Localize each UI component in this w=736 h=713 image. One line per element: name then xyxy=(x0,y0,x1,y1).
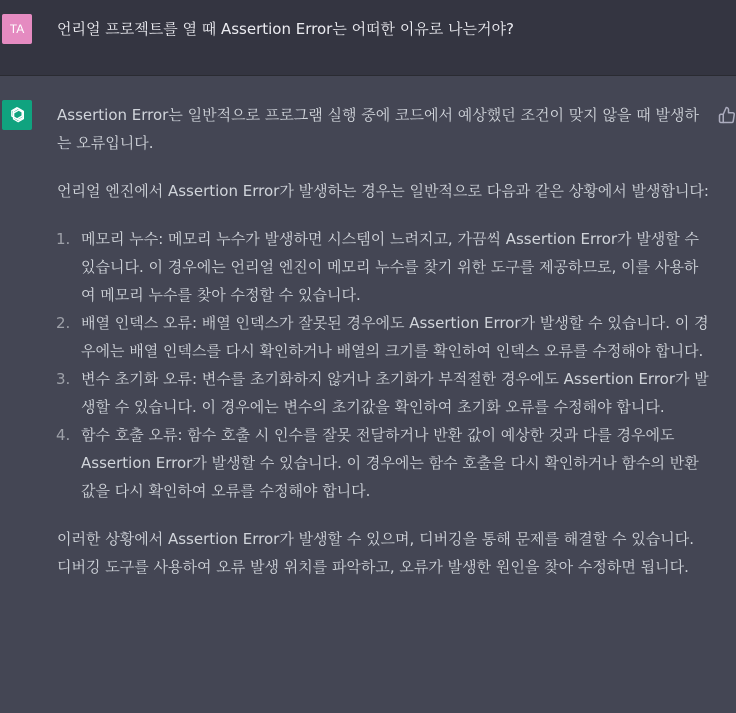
list-item-text: 메모리 누수: 메모리 누수가 발생하면 시스템이 느려지고, 가끔씩 Assertion Error가 발생할 수 있습니다. 이 경우에는 언리얼 엔진이 메모리 누수를 찾기 위한 도구를 제공하므로, 이를 사용하여 메모리 누수를 찾아 수정할 수 있습니다. xyxy=(81,230,700,304)
response-paragraph: 언리얼 엔진에서 Assertion Error가 발생하는 경우는 일반적으로 다음과 같은 상황에서 발생합니다: xyxy=(57,182,709,200)
list-item-number: 3. xyxy=(56,370,71,388)
list-item-text: 변수 초기화 오류: 변수를 초기화하지 않거나 초기화가 부적절한 경우에도 Assertion Error가 발생할 수 있습니다. 이 경우에는 변수의 초기값을 확인하여 초기화 오류를 수정해야 합니다. xyxy=(81,370,709,416)
list-item-text: 함수 호출 오류: 함수 호출 시 인수를 잘못 전달하거나 반환 값이 예상한 것과 다를 경우에도 Assertion Error가 발생할 수 있습니다. 이 경우에는 함수 호출을 다시 확인하거나 함수의 반환 값을 다시 확인하여 오류를 수정해야 합니다. xyxy=(81,426,699,500)
openai-logo-icon xyxy=(2,100,32,130)
list-item-text: 배열 인덱스 오류: 배열 인덱스가 잘못된 경우에도 Assertion Error가 발생할 수 있습니다. 이 경우에는 배열 인덱스를 다시 확인하거나 배열의 크기를 확인하여 인덱스 오류를 수정해야 합니다. xyxy=(81,314,709,360)
response-list xyxy=(57,225,712,505)
response-paragraph: Assertion Error는 일반적으로 프로그램 실행 중에 코드에서 예상했던 조건이 맞지 않을 때 발생하는 오류입니다. xyxy=(57,106,699,152)
user-message-text: 언리얼 프로젝트를 열 때 Assertion Error는 어떠한 이유로 나는거야? xyxy=(57,20,514,38)
thumbs-up-icon[interactable] xyxy=(718,106,736,124)
user-message-row xyxy=(0,0,736,76)
list-item xyxy=(57,309,712,365)
list-item-number: 1. xyxy=(56,230,71,248)
list-item xyxy=(57,365,712,421)
response-paragraph: 이러한 상황에서 Assertion Error가 발생할 수 있으며, 디버깅을 통해 문제를 해결할 수 있습니다. 디버깅 도구를 사용하여 오류 발생 위치를 파악하고, 오류가 발생한 원인을 찾아 수정하면 됩니다. xyxy=(57,530,695,576)
list-item xyxy=(57,225,712,309)
list-item-number: 4. xyxy=(56,426,71,444)
assistant-message-row xyxy=(0,76,736,713)
user-avatar: TA xyxy=(2,14,32,44)
list-item-number: 2. xyxy=(56,314,71,332)
list-item xyxy=(57,421,712,505)
assistant-message-content xyxy=(57,101,712,581)
